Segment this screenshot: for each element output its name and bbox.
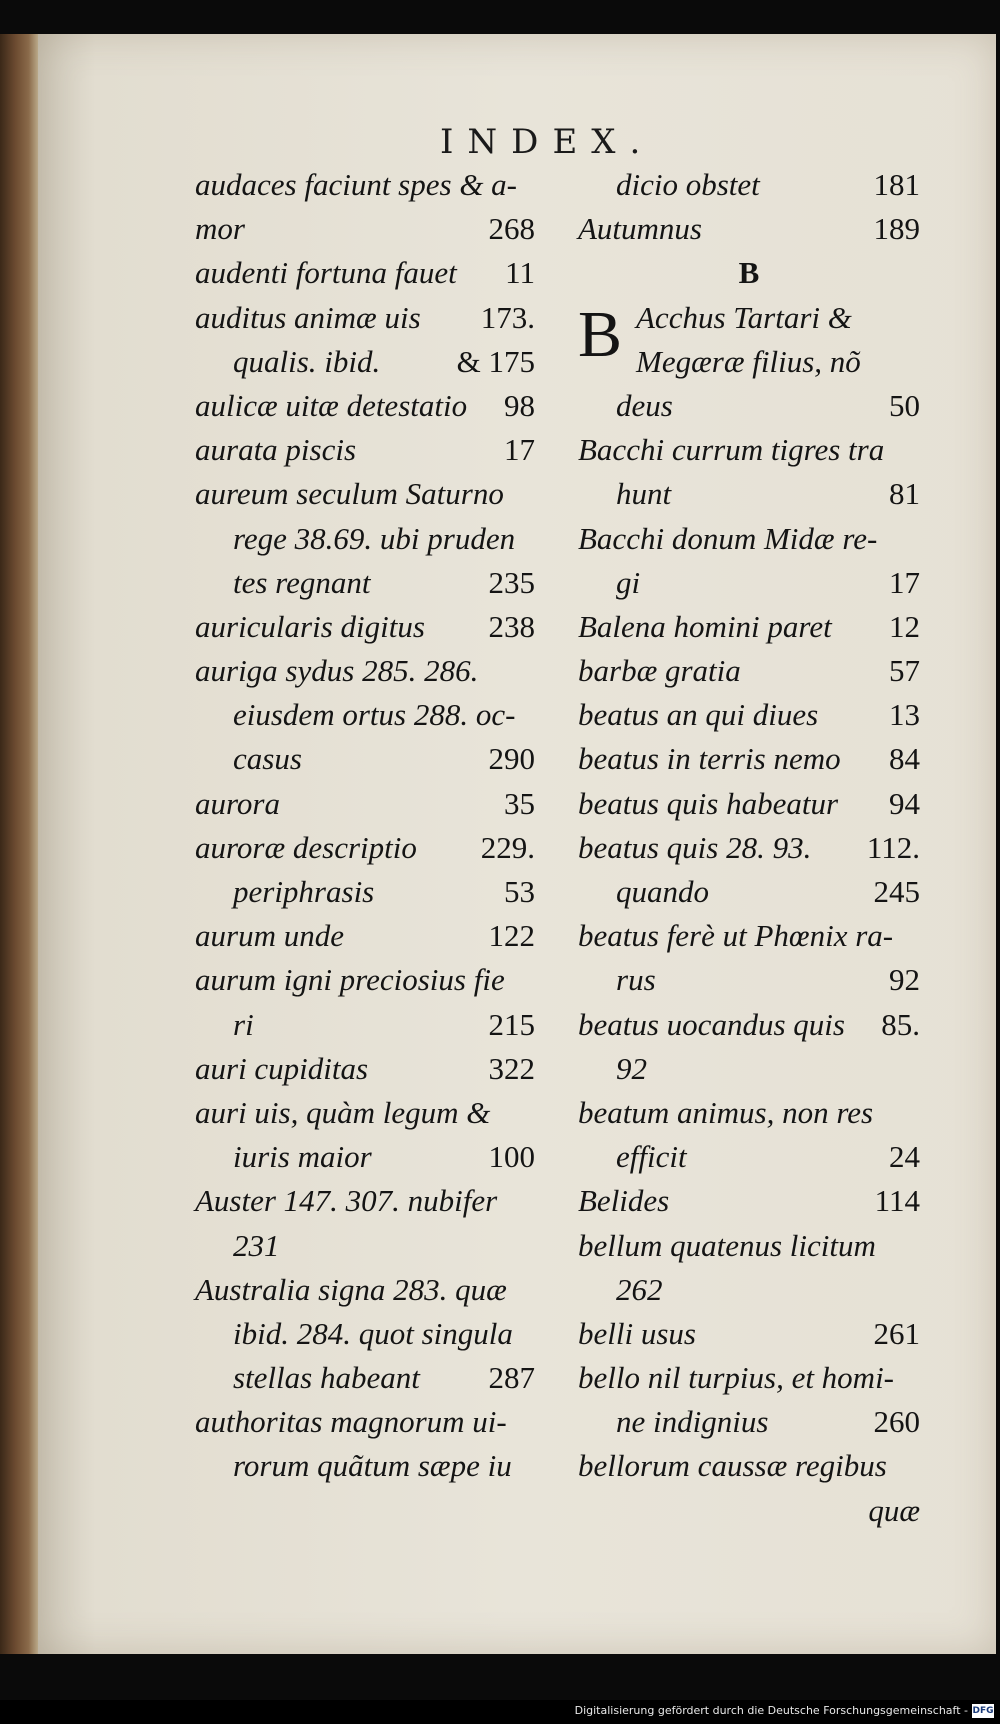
index-entry-page: 35 (504, 785, 535, 821)
index-entry (195, 296, 535, 340)
index-entry-text: ne indignius (616, 1404, 769, 1440)
index-entry (195, 737, 535, 781)
index-entry-page: 245 (873, 874, 920, 909)
index-entry-text: aurata piscis (195, 432, 357, 468)
index-entry-text: belli usus (578, 1315, 696, 1351)
index-entry-text: aurora (195, 785, 280, 821)
index-column-left (195, 163, 535, 1489)
index-entry-page: 173. (480, 299, 535, 335)
index-entry (578, 472, 920, 516)
index-entry-text: quando (616, 874, 709, 909)
index-entry-text: auditus animæ uis (195, 299, 421, 335)
index-entry (195, 1400, 535, 1444)
index-entry-page: 94 (889, 785, 920, 821)
index-entry-page: 322 (488, 1050, 535, 1086)
index-entry-text: casus (233, 741, 302, 777)
index-entry (578, 561, 920, 605)
index-entry-text: 231 (233, 1227, 280, 1263)
index-entry-text: beatus uocandus quis (578, 1006, 845, 1042)
index-entry (578, 1312, 920, 1356)
index-entry-page: 53 (504, 874, 535, 909)
index-entry-page: 112. (866, 829, 920, 865)
index-entry-page: 12 (889, 608, 920, 644)
index-entry-text: ibid. 284. quot singula (233, 1315, 513, 1351)
index-entry-text: B (738, 255, 760, 291)
index-entry-page: 181 (873, 167, 920, 202)
index-entry-text: aurum igni preciosius fie (195, 962, 505, 998)
index-entry-page: 290 (488, 741, 535, 777)
index-entry-text: Bacchi currum tigres tra (578, 432, 885, 468)
index-entry-page: 268 (488, 211, 535, 247)
index-entry-text: tes regnant (233, 564, 371, 600)
index-entry-page: 17 (504, 432, 535, 468)
index-entry-page: 24 (889, 1139, 920, 1175)
index-entry-text: deus (616, 387, 673, 423)
index-entry-text: 262 (616, 1271, 663, 1307)
index-entry (195, 1135, 535, 1179)
index-entry (578, 1489, 920, 1533)
index-entry-text: efficit (616, 1139, 687, 1175)
index-entry (578, 163, 920, 207)
index-entry (195, 1091, 535, 1135)
index-entry-text: beatus ferè ut Phœnix ra- (578, 918, 894, 954)
index-entry-text: audenti fortuna fauet (195, 255, 457, 291)
index-entry (578, 914, 920, 958)
index-entry-page: 57 (889, 653, 920, 689)
index-entry (195, 1003, 535, 1047)
index-entry (195, 517, 535, 561)
index-entry (578, 384, 920, 428)
index-entry-page: 260 (873, 1404, 920, 1440)
index-entry-page: 235 (488, 564, 535, 600)
book-spine (0, 34, 38, 1654)
index-entry (195, 561, 535, 605)
index-entry-text: rus (616, 962, 656, 998)
index-entry-text: aurum unde (195, 918, 344, 954)
index-entry (578, 649, 920, 693)
index-entry-text: beatus an qui diues (578, 697, 819, 733)
index-entry (578, 870, 920, 914)
index-entry (578, 207, 920, 251)
drop-cap: B (578, 297, 623, 371)
index-entry-text: auriga sydus 285. 286. (195, 653, 479, 689)
index-entry (578, 782, 920, 826)
index-entry (195, 870, 535, 914)
index-entry-text: rege 38.69. ubi pruden (233, 520, 516, 556)
index-entry-text: eiusdem ortus 288. oc- (233, 697, 516, 733)
index-entry-page: 238 (488, 608, 535, 644)
index-entry-page: 92 (889, 962, 920, 998)
index-entry (195, 1224, 535, 1268)
index-entry (195, 1444, 535, 1488)
index-entry-page: 229. (480, 829, 535, 865)
index-entry-text: gi (616, 564, 641, 600)
index-entry (578, 737, 920, 781)
index-entry-text: Auster 147. 307. nubifer (195, 1183, 498, 1219)
index-entry-page: & 175 (456, 343, 535, 379)
index-entry-text: hunt (616, 476, 672, 512)
index-entry (195, 958, 535, 1002)
index-entry-page: 13 (889, 697, 920, 733)
index-entry-text: auroræ descriptio (195, 829, 417, 865)
index-entry (195, 1047, 535, 1091)
index-entry (195, 428, 535, 472)
index-entry-text: beatus quis 28. 93. (578, 829, 812, 865)
index-entry-text: 92 (616, 1050, 647, 1086)
page-title: INDEX. (440, 122, 655, 162)
index-entry (578, 605, 920, 649)
index-column-right (578, 163, 920, 1533)
index-entry-page: 85. (881, 1006, 920, 1042)
index-entry (195, 605, 535, 649)
index-entry-text: barbæ gratia (578, 653, 741, 689)
index-entry-page: 98 (504, 387, 535, 423)
index-entry (195, 782, 535, 826)
index-entry-text: Acchus Tartari & (636, 299, 852, 335)
index-entry-text: iuris maior (233, 1139, 372, 1175)
index-entry-text: auri cupiditas (195, 1050, 369, 1086)
index-entry (578, 428, 920, 472)
index-entry-text: Balena homini paret (578, 608, 832, 644)
index-entry (578, 1179, 920, 1223)
index-entry (578, 1003, 920, 1047)
index-entry (578, 826, 920, 870)
index-entry-text: stellas habeant (233, 1360, 420, 1396)
index-entry-text: bellum quatenus licitum (578, 1227, 876, 1263)
index-entry-page: 122 (488, 918, 535, 954)
index-entry (578, 340, 920, 384)
index-entry (578, 1091, 920, 1135)
index-entry (578, 1400, 920, 1444)
index-entry (195, 1312, 535, 1356)
index-entry (195, 1268, 535, 1312)
index-entry-text: auri uis, quàm legum & (195, 1094, 491, 1130)
index-entry (578, 1135, 920, 1179)
index-entry-text: Belides (578, 1183, 670, 1219)
index-entry-text: beatus in terris nemo (578, 741, 841, 777)
index-entry-page: 11 (505, 255, 535, 291)
index-entry (195, 649, 535, 693)
footer-credit: Digitalisierung gefördert durch die Deutsche Forschungsgemeinschaft - (574, 1704, 968, 1717)
index-entry-page: 50 (889, 387, 920, 423)
index-entry-text: Megæræ filius, nõ (636, 343, 861, 379)
index-entry-text: bello nil turpius, et homi- (578, 1360, 895, 1396)
index-entry (578, 1356, 920, 1400)
index-entry (195, 826, 535, 870)
index-entry (195, 693, 535, 737)
index-entry (578, 1444, 920, 1488)
index-entry (195, 1356, 535, 1400)
index-entry-text: periphrasis (233, 874, 375, 909)
index-entry-page: 261 (873, 1315, 920, 1351)
index-entry-page: 114 (874, 1183, 920, 1219)
index-entry (195, 384, 535, 428)
index-entry (578, 693, 920, 737)
index-entry (195, 472, 535, 516)
index-entry-page: 100 (488, 1139, 535, 1175)
index-entry (195, 914, 535, 958)
index-entry-text: mor (195, 211, 245, 247)
index-entry-text: beatum animus, non res (578, 1094, 874, 1130)
index-entry-text: rorum quãtum sæpe iu (233, 1448, 512, 1484)
index-entry (195, 163, 535, 207)
footer-bar (0, 1700, 1000, 1724)
index-entry (578, 1047, 920, 1091)
index-entry-text: aulicæ uitæ detestatio (195, 387, 468, 423)
index-entry-page: 215 (488, 1006, 535, 1042)
index-entry-text: dicio obstet (616, 167, 760, 202)
index-entry-text: auricularis digitus (195, 608, 425, 644)
index-entry-text: bellorum caussæ regibus (578, 1448, 887, 1484)
index-entry (578, 1268, 920, 1312)
index-entry (195, 207, 535, 251)
index-entry-text: ri (233, 1006, 254, 1042)
index-entry (195, 1179, 535, 1223)
index-entry-text: Bacchi donum Midæ re- (578, 520, 878, 556)
index-entry-text: qualis. ibid. (233, 343, 381, 379)
index-entry-page: 17 (889, 564, 920, 600)
index-entry-page: 189 (873, 211, 920, 247)
index-entry-text: audaces faciunt spes & a- (195, 167, 518, 202)
index-entry (578, 517, 920, 561)
index-entry-text: Australia signa 283. quæ (195, 1271, 507, 1307)
dfg-logo: DFG (972, 1706, 994, 1716)
index-entry-text: quæ (868, 1492, 920, 1528)
index-entry-page: 84 (889, 741, 920, 777)
index-entry-page: 81 (889, 476, 920, 512)
index-entry (578, 1224, 920, 1268)
index-entry (578, 958, 920, 1002)
index-entry-page: 287 (488, 1360, 535, 1396)
index-entry-text: beatus quis habeatur (578, 785, 839, 821)
index-entry-text: authoritas magnorum ui- (195, 1404, 507, 1440)
index-entry (195, 251, 535, 295)
index-entry (578, 251, 920, 295)
index-entry (195, 340, 535, 384)
index-entry-text: Autumnus (578, 211, 702, 247)
index-entry-text: aureum seculum Saturno (195, 476, 504, 512)
